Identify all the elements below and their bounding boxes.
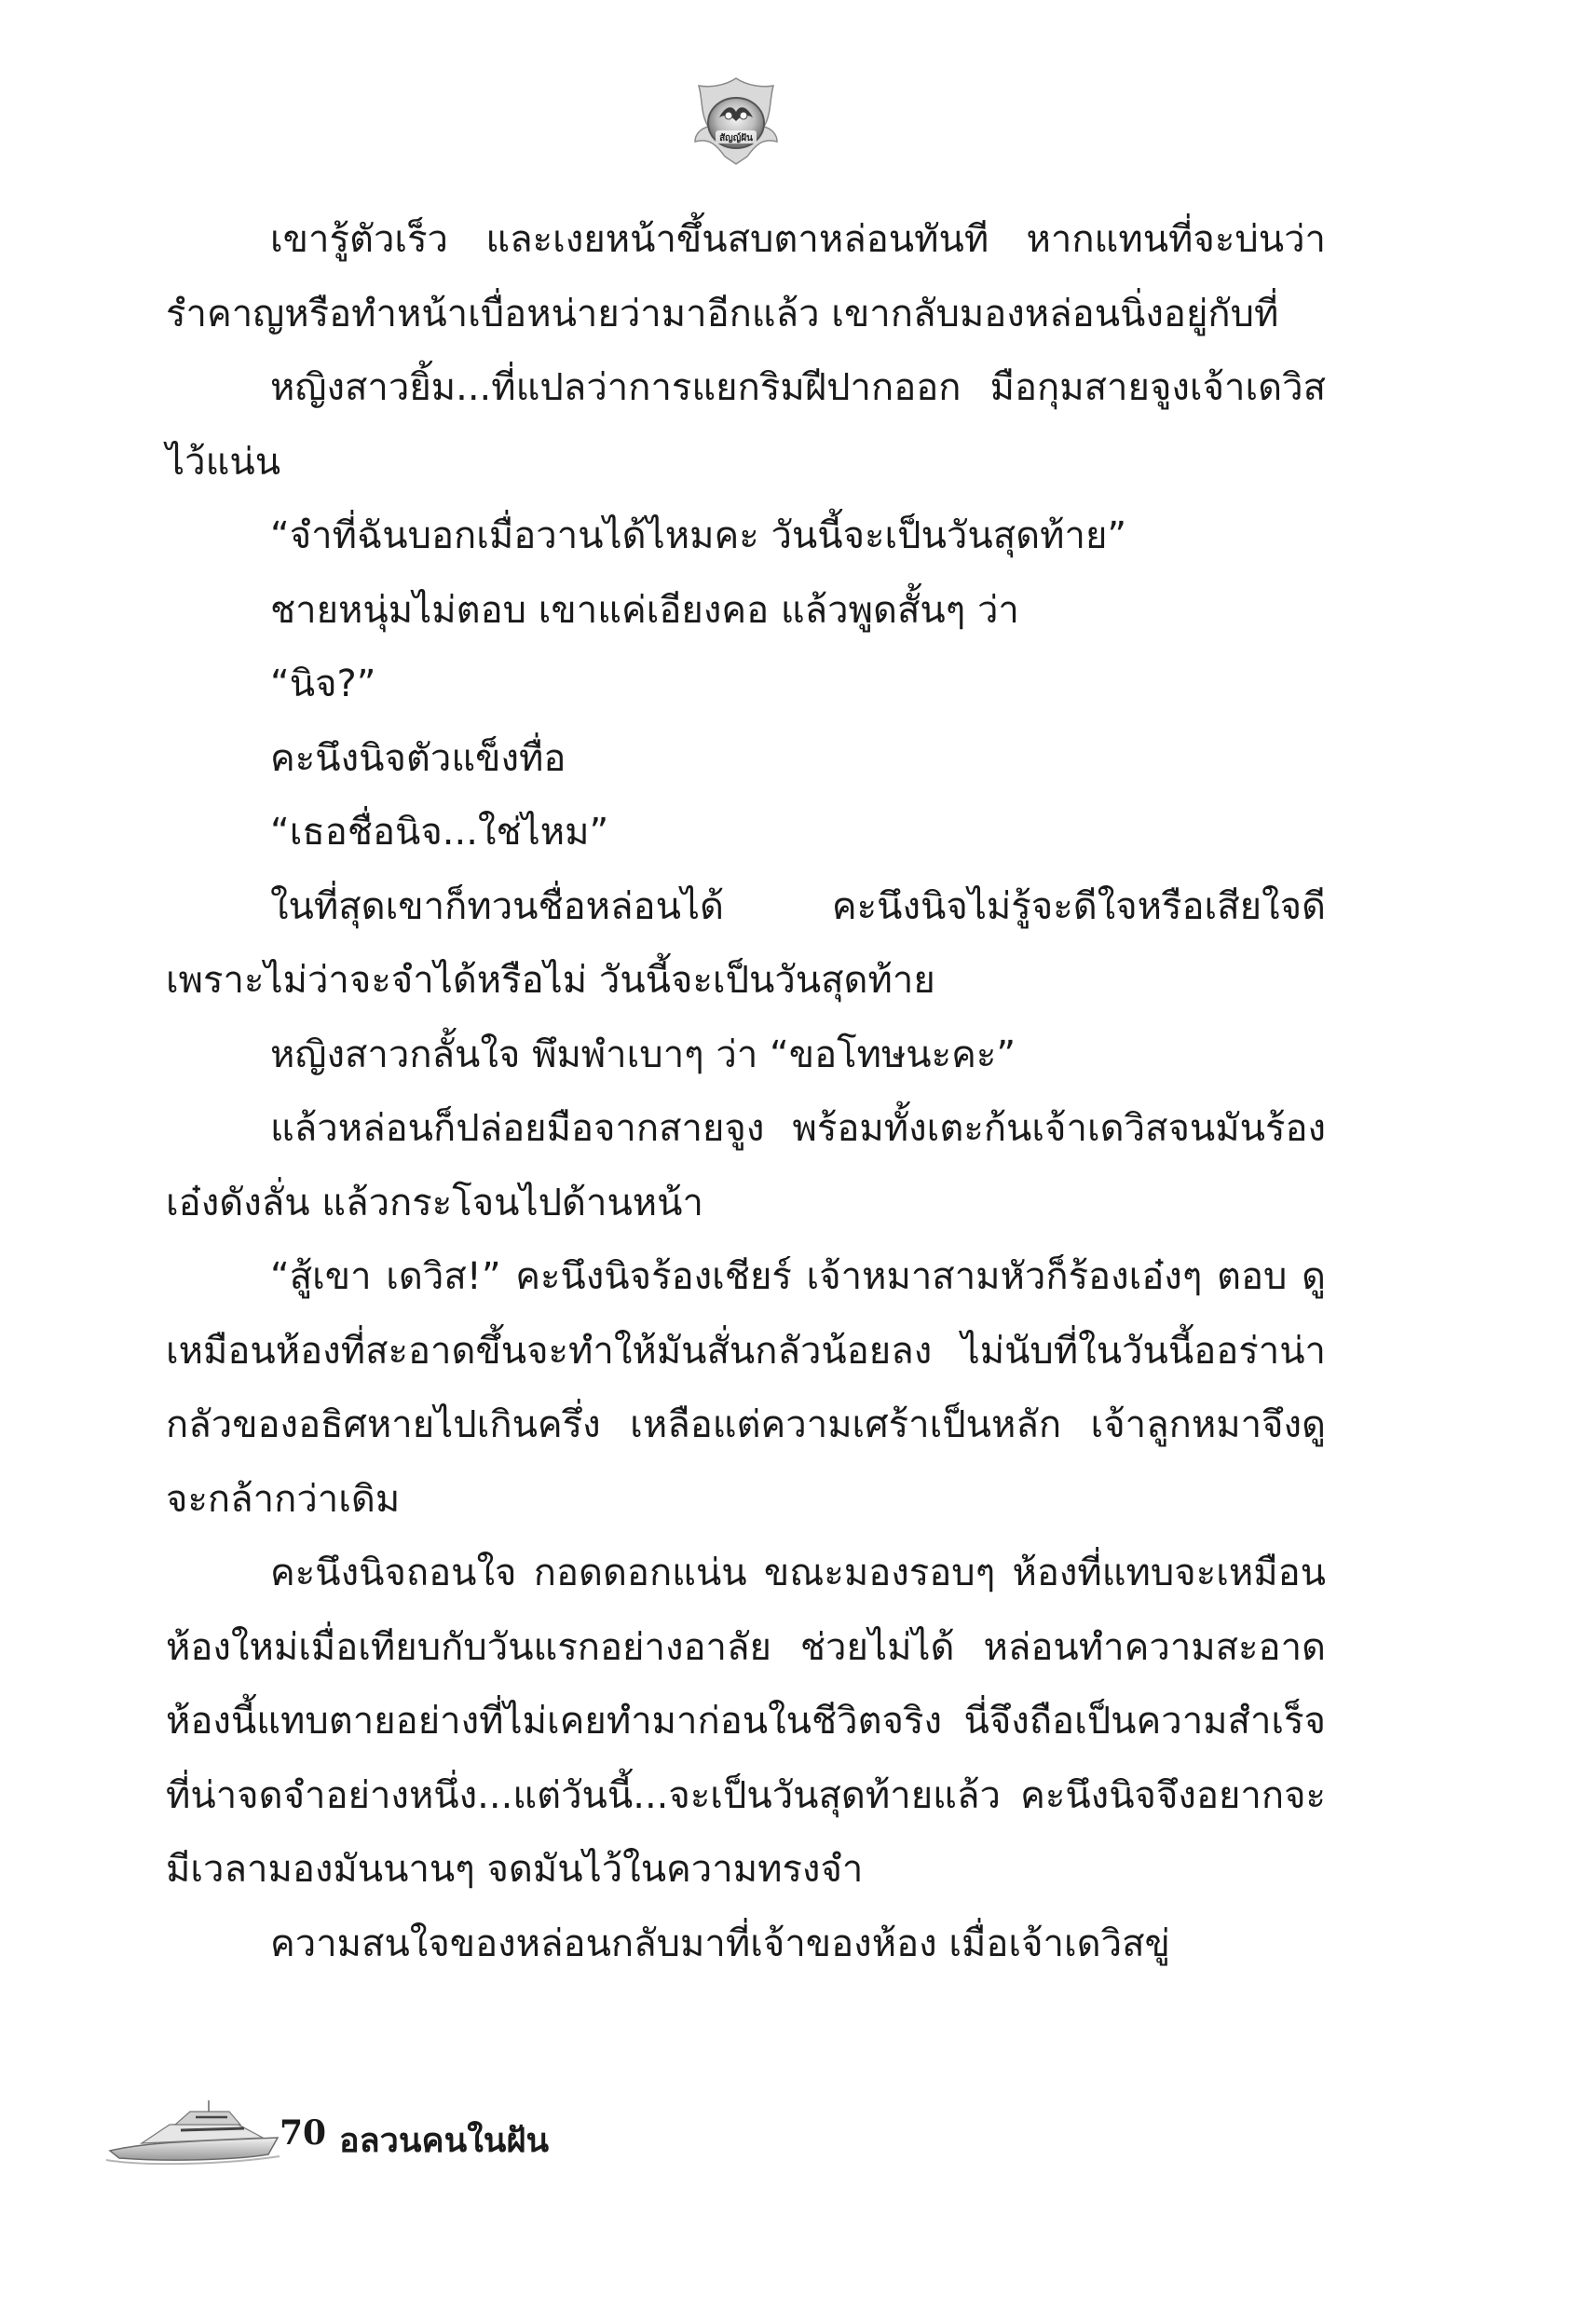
- page-footer: [104, 2095, 757, 2179]
- paragraph: ชายหนุ่มไม่ตอบ เขาแค่เอียงคอ แล้วพูดสั้นๆ ว่า: [270, 588, 1019, 632]
- logo-text: สัญญ์ฝัน: [719, 133, 753, 144]
- paragraph: “นิจ?”: [270, 663, 376, 705]
- paragraph: ความสนใจของหล่อนกลับมาที่เจ้าของห้อง เมื่อเจ้าเดวิสขู่: [270, 1921, 1170, 1965]
- paragraph: เขารู้ตัวเร็ว และเงยหน้าขึ้นสบตาหล่อนทันที หากแทนที่จะบ่นว่ารำคาญหรือทำหน้าเบื่อหน่ายว่ามาอีกแล้ว เขากลับมองหล่อนนิ่งอยู่กับที่: [166, 218, 1326, 335]
- page-number: 70: [280, 2113, 327, 2153]
- paragraph: “จำที่ฉันบอกเมื่อวานได้ไหมคะ วันนี้จะเป็นวันสุดท้าย”: [270, 514, 1127, 557]
- body-text: [166, 203, 1326, 1981]
- yacht-icon: [104, 2097, 281, 2171]
- paragraph: คะนึงนิจถอนใจ กอดดอกแน่น ขณะมองรอบๆ ห้องที่แทบจะเหมือนห้องใหม่เมื่อเทียบกับวันแรกอย่างอาลัย ช่วยไม่ได้ หล่อนทำความสะอาดห้องนี้แทบตายอย่างที่ไม่เคยทำมาก่อนในชีวิตจริง นี่จึงถือเป็นความสำเร็จที่น่าจดจำอย่างหนึ่ง...แต่วันนี้...จะเป็นวันสุดท้ายแล้ว คะนึงนิจจึงอยากจะมีเวลามองมันนานๆ จดมันไว้ในความทรงจำ: [166, 1552, 1326, 1891]
- paragraph: ในที่สุดเขาก็ทวนชื่อหล่อนได้ คะนึงนิจไม่รู้จะดีใจหรือเสียใจดีเพราะไม่ว่าจะจำได้หรือไม่ วันนี้จะเป็นวันสุดท้าย: [166, 884, 1326, 1002]
- paragraph: คะนึงนิจตัวแข็งทื่อ: [270, 736, 566, 780]
- paragraph: แล้วหล่อนก็ปล่อยมือจากสายจูง พร้อมทั้งเตะก้นเจ้าเดวิสจนมันร้องเอ๋งดังลั่น แล้วกระโจนไปด้านหน้า: [166, 1107, 1326, 1224]
- paragraph: หญิงสาวยิ้ม...ที่แปลว่าการแยกริมฝีปากออก มือกุมสายจูงเจ้าเดวิสไว้แน่น: [166, 366, 1326, 484]
- book-title: อลวนคนในฝัน: [339, 2122, 550, 2160]
- paragraph: “สู้เขา เดวิส!” คะนึงนิจร้องเชียร์ เจ้าหมาสามหัวก็ร้องเอ๋งๆ ตอบ ดูเหมือนห้องที่สะอาดขึ้นจะทำให้มันสั่นกลัวน้อยลง ไม่นับที่ในวันนี้ออร่าน่ากลัวของอธิศหายไปเกินครึ่ง เหลือแต่ความเศร้าเป็นหลัก เจ้าลูกหมาจึงดูจะกล้ากว่าเดิม: [166, 1255, 1326, 1521]
- winged-emblem-icon: [688, 73, 784, 170]
- paragraph: “เธอชื่อนิจ...ใช่ไหม”: [270, 811, 609, 854]
- paragraph: หญิงสาวกลั้นใจ พึมพำเบาๆ ว่า “ขอโทษนะคะ”: [270, 1032, 1016, 1076]
